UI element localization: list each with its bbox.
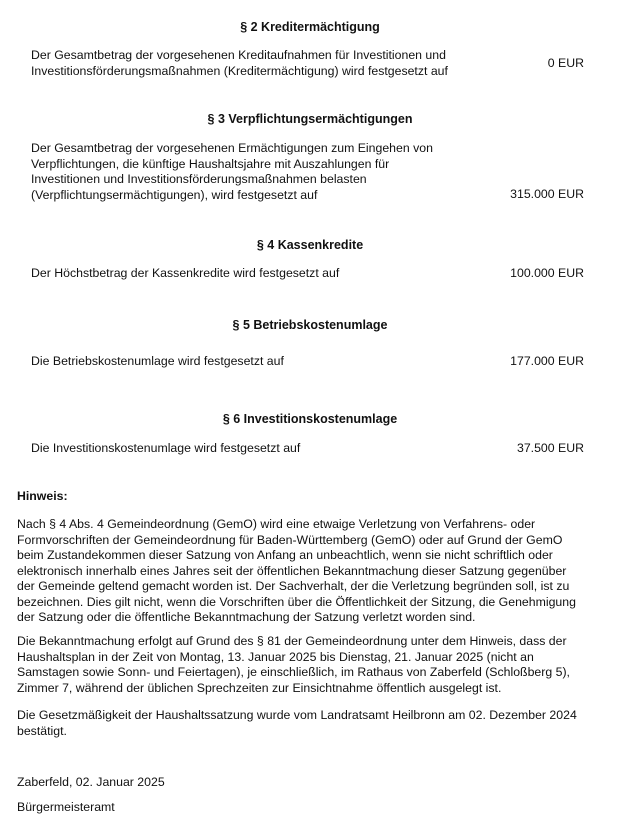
text-line: Investitionsförderungsmaßnahmen (Kreditermächtigung) wird festgesetzt auf	[31, 63, 448, 78]
place-date: Zaberfeld, 02. Januar 2025	[17, 775, 165, 789]
section-text-verpflichtungsermaechtigungen	[31, 141, 471, 203]
section-title-betriebskostenumlage: § 5 Betriebskostenumlage	[232, 318, 388, 332]
text-line: Zimmer 7, während der üblichen Sprechzeiten zur Einsichtnahme öffentlich ausgelegt ist.	[17, 680, 502, 695]
text-line: Die Investitionskostenumlage wird festgesetzt auf	[31, 441, 301, 455]
hinweis-paragraph-verletzung	[17, 517, 586, 626]
amount-betriebskostenumlage: 177.000 EUR	[510, 354, 584, 368]
section-title-investitionskostenumlage: § 6 Investitionskostenumlage	[222, 412, 398, 426]
text-line: Die Bekanntmachung erfolgt auf Grund des § 81 der Gemeindeordnung unter dem Hinweis, dass der	[17, 634, 567, 648]
text-line: (Verpflichtungsermächtigungen), wird festgesetzt auf	[31, 187, 318, 202]
text-line: Verpflichtungen, die künftige Haushaltsjahre mit Auszahlungen für	[31, 156, 390, 171]
hinweis-paragraph-gesetzmaessigkeit	[17, 708, 586, 739]
signature-office: Bürgermeisteramt	[17, 800, 115, 814]
hinweis-paragraph-bekanntmachung	[17, 634, 586, 696]
amount-verpflichtungsermaechtigungen: 315.000 EUR	[510, 187, 584, 201]
amount-kreditermaechtigung: 0 EUR	[547, 56, 584, 70]
text-line: der Satzung oder die öffentliche Bekanntmachung der Satzung verletzt worden sind.	[17, 610, 476, 624]
text-line: Nach § 4 Abs. 4 Gemeindeordnung (GemO) wird eine etwaige Verletzung von Verfahrens- oder	[17, 517, 536, 531]
text-line: bestätigt.	[17, 723, 67, 738]
text-line: Der Höchstbetrag der Kassenkredite wird festgesetzt auf	[31, 266, 340, 280]
hinweis-heading: Hinweis:	[17, 489, 68, 503]
text-line: der Gemeinde geltend gemacht worden ist. Der Sachverhalt, der die Verletzung begründen soll, ist zu	[17, 579, 570, 593]
text-line: Samstagen sowie Sonn- und Feiertagen), je einschließlich, im Rathaus von Zaberfeld (Schloßberg 5),	[17, 665, 570, 679]
text-line: Die Gesetzmäßigkeit der Haushaltssatzung wurde vom Landratsamt Heilbronn am 02. Dezember 2024	[17, 708, 577, 722]
section-title-kreditermaechtigung: § 2 Kreditermächtigung	[240, 20, 380, 34]
text-line: elektronisch innerhalb eines Jahres seit der öffentlichen Bekanntmachung dieser Satzung gegenüber	[17, 563, 567, 578]
amount-kassenkredite: 100.000 EUR	[510, 266, 584, 280]
section-text-betriebskostenumlage	[31, 354, 471, 370]
section-text-kreditermaechtigung	[31, 48, 471, 79]
text-line: Haushaltsplan in der Zeit von Montag, 13. Januar 2025 bis Dienstag, 21. Januar 2025 (nicht an	[17, 649, 534, 664]
section-text-kassenkredite	[31, 266, 471, 282]
section-title-verpflichtungsermaechtigungen: § 3 Verpflichtungsermächtigungen	[207, 112, 413, 126]
text-line: beim Zustandekommen dieser Satzung von Anfang an unbeachtlich, wenn sie nicht schriftlich oder	[17, 548, 553, 562]
amount-investitionskostenumlage: 37.500 EUR	[517, 441, 584, 455]
section-text-investitionskostenumlage	[31, 441, 471, 457]
text-line: Der Gesamtbetrag der vorgesehenen Ermächtigungen zum Eingehen von	[31, 141, 433, 155]
text-line: Investitionen und Investitionsförderungsmaßnahmen belasten	[31, 172, 367, 186]
text-line: Formvorschriften der Gemeindeordnung für Baden-Württemberg (GemO) oder auf Grund der GemO	[17, 532, 563, 547]
text-line: Die Betriebskostenumlage wird festgesetzt auf	[31, 354, 284, 368]
text-line: bezeichnen. Dies gilt nicht, wenn die Vorschriften über die Öffentlichkeit der Sitzung, die Genehmigung	[17, 594, 576, 609]
section-title-kassenkredite: § 4 Kassenkredite	[256, 238, 364, 252]
text-line: Der Gesamtbetrag der vorgesehenen Kreditaufnahmen für Investitionen und	[31, 48, 446, 62]
